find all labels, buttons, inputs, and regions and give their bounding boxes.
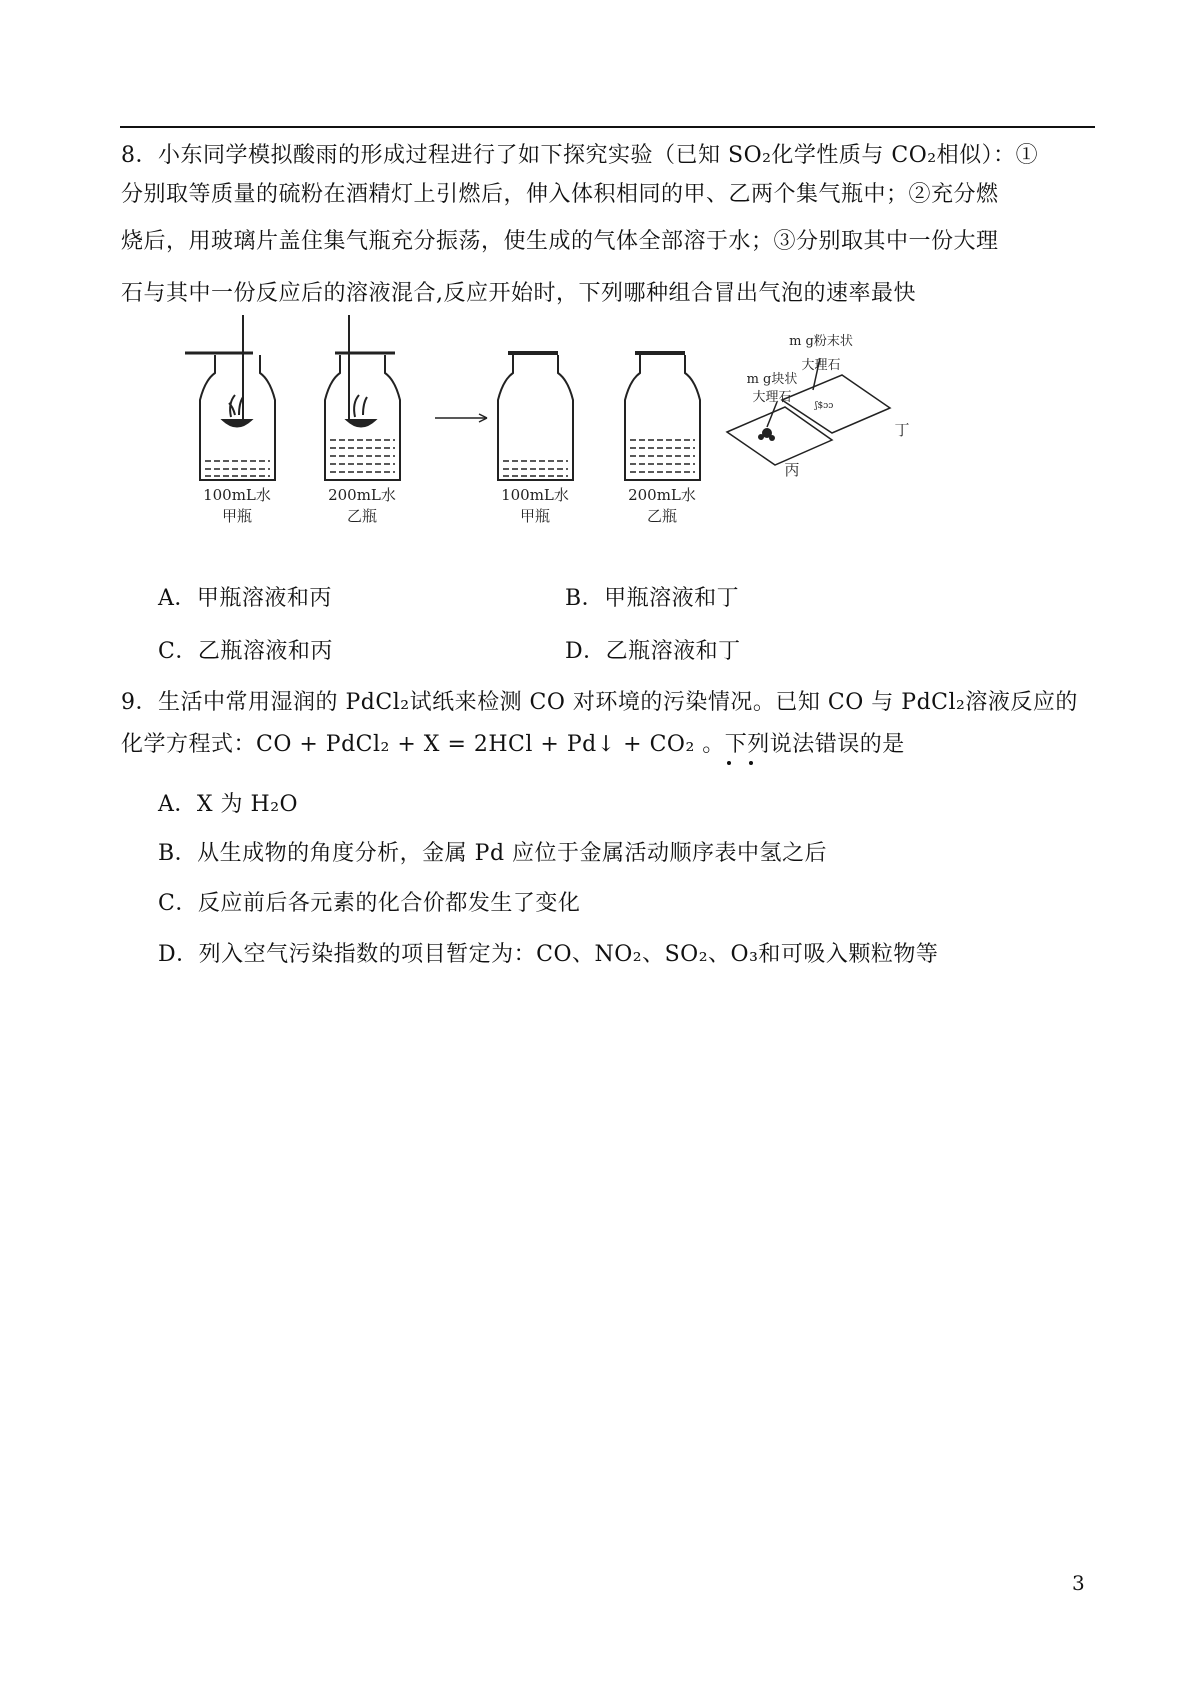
q8-line-4: 石与其中一份反应后的溶液混合,反应开始时，下列哪种组合冒出气泡的速率最快: [121, 281, 916, 306]
bottle3-name-label: 甲瓶: [519, 507, 551, 525]
bottle-jia-burning: [185, 315, 275, 480]
bottle3-water-label: 100mL水: [501, 486, 569, 504]
q9-option-b[interactable]: B．从生成物的角度分析，金属 Pd 应位于金属活动顺序表中氢之后: [158, 841, 828, 866]
powder-marble: ʃ$ɔɔ: [815, 401, 834, 411]
lump-marble: [758, 428, 775, 441]
powder-marble-label-2: 大理石: [801, 358, 841, 373]
q8-option-a[interactable]: A．甲瓶溶液和丙: [158, 586, 332, 611]
lump-marble-label-2: 大理石: [752, 390, 792, 405]
q8-line-1: 8．小东同学模拟酸雨的形成过程进行了如下探究实验（已知 SO₂化学性质与 CO₂相似）：①: [121, 143, 1039, 168]
experiment-figure: [195, 334, 975, 575]
bottle-yi-burning: [325, 315, 400, 480]
q9-option-a[interactable]: A．X 为 H₂O: [158, 792, 299, 817]
bottle-jia-sealed: [498, 353, 573, 480]
q9-line-1: 9．生活中常用湿润的 PdCl₂试纸来检测 CO 对环境的污染情况。已知 CO 与 PdCl₂溶液反应的: [121, 690, 1078, 715]
process-arrow: [435, 414, 487, 422]
bottle1-name-label: 甲瓶: [221, 507, 253, 525]
q8-line-2: 分别取等质量的硫粉在酒精灯上引燃后，伸入体积相同的甲、乙两个集气瓶中；②充分燃: [121, 182, 999, 207]
q8-option-b[interactable]: B．甲瓶溶液和丁: [565, 586, 740, 611]
q9-line-2: 化学方程式：CO + PdCl₂ + X = 2HCl + Pd↓ + CO₂ 。下列说法错误的是: [121, 732, 905, 757]
label-ding: 丁: [894, 421, 910, 439]
emphasis-dot: [749, 761, 753, 765]
header-rule: [120, 126, 1095, 128]
page-number: 3: [1072, 1571, 1085, 1595]
q9-option-d[interactable]: D．列入空气污染指数的项目暂定为：CO、NO₂、SO₂、O₃和可吸入颗粒物等: [158, 942, 939, 967]
powder-marble-label-1: m g粉末状: [789, 334, 853, 349]
bottle4-water-label: 200mL水: [628, 486, 696, 504]
q8-option-c[interactable]: C．乙瓶溶液和丙: [158, 639, 333, 664]
bottle2-name-label: 乙瓶: [346, 507, 378, 525]
q8-line-3: 烧后，用玻璃片盖住集气瓶充分振荡，使生成的气体全部溶于水；③分别取其中一份大理: [121, 229, 999, 254]
q9-option-c[interactable]: C．反应前后各元素的化合价都发生了变化: [158, 891, 581, 916]
emphasis-dot: [727, 761, 731, 765]
label-bing: 丙: [784, 461, 800, 479]
bottle-yi-sealed: [625, 353, 700, 480]
q8-option-d[interactable]: D．乙瓶溶液和丁: [565, 639, 741, 664]
bottle4-name-label: 乙瓶: [646, 507, 678, 525]
lump-marble-label-1: m g块状: [746, 372, 798, 387]
bottle2-water-label: 200mL水: [328, 486, 396, 504]
bottle1-water-label: 100mL水: [203, 486, 271, 504]
